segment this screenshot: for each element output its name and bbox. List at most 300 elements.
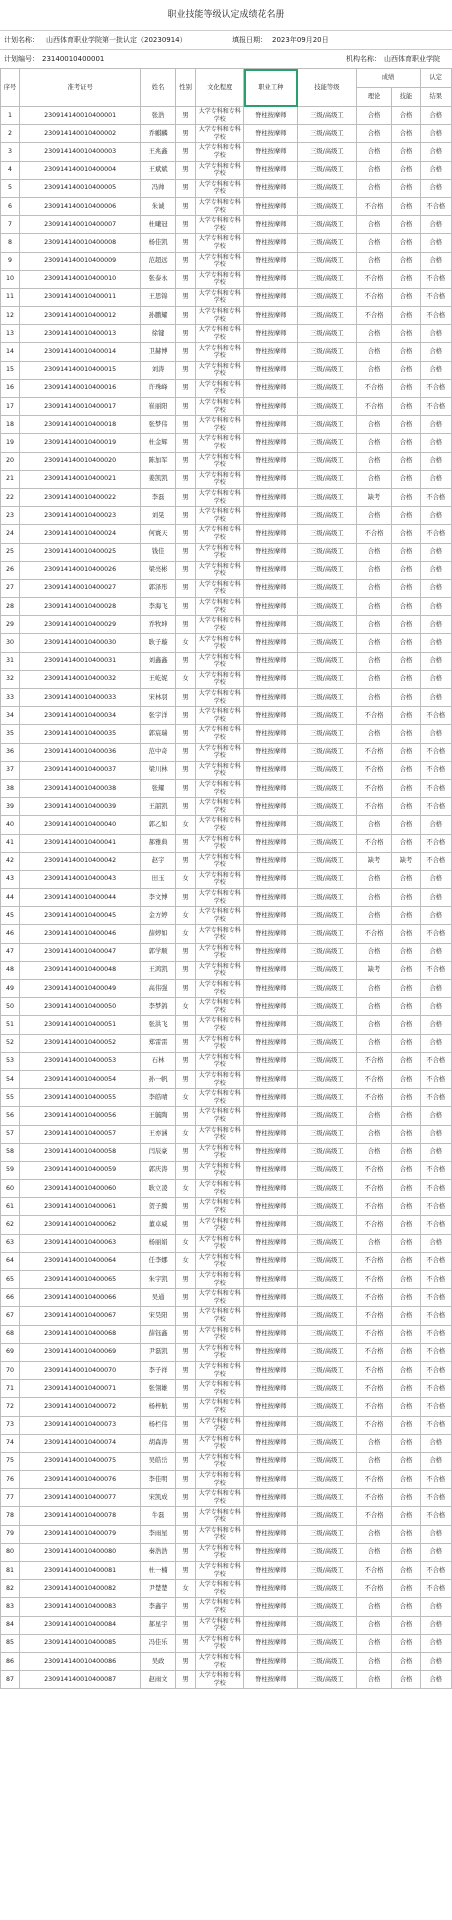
cell-seq: 34 [1,707,20,725]
cell-culture: 大学专科和专科学校 [196,1107,244,1125]
cell-culture: 大学专科和专科学校 [196,852,244,870]
table-row [1,1125,452,1143]
cell-job: 脊柱按摩师 [244,798,298,816]
cell-name: 钱佳 [141,543,176,561]
cell-gender: 男 [175,1634,195,1652]
cell-job: 脊柱按摩师 [244,998,298,1016]
cell-name: 范中奇 [141,743,176,761]
cell-theory: 不合格 [356,197,392,215]
cell-skill: 合格 [392,634,420,652]
cell-result: 不合格 [420,743,451,761]
cell-seq: 41 [1,834,20,852]
cell-job: 脊柱按摩师 [244,816,298,834]
cell-gender: 男 [175,197,195,215]
table-row [1,1634,452,1652]
cell-level: 三级/高级工 [298,1289,356,1307]
cell-skill: 合格 [392,1616,420,1634]
cell-skill: 合格 [392,125,420,143]
cell-result: 合格 [420,107,451,125]
cell-theory: 合格 [356,1652,392,1670]
cell-exam-no: 230914140010400068 [20,1325,141,1343]
cell-result: 不合格 [420,1416,451,1434]
cell-seq: 23 [1,507,20,525]
cell-result: 不合格 [420,961,451,979]
cell-skill: 合格 [392,161,420,179]
cell-theory: 合格 [356,1616,392,1634]
cell-gender: 男 [175,1161,195,1179]
cell-level: 三级/高级工 [298,798,356,816]
cell-culture: 大学专科和专科学校 [196,616,244,634]
cell-exam-no: 230914140010400048 [20,961,141,979]
cell-result: 合格 [420,634,451,652]
cell-gender: 男 [175,452,195,470]
cell-name: 孙鹏耀 [141,307,176,325]
cell-level: 三级/高级工 [298,1398,356,1416]
cell-job: 脊柱按摩师 [244,398,298,416]
cell-result: 不合格 [420,1307,451,1325]
cell-level: 三级/高级工 [298,434,356,452]
cell-gender: 男 [175,1616,195,1634]
cell-name: 尹磊凯 [141,1343,176,1361]
cell-result: 不合格 [420,1489,451,1507]
cell-theory: 缺考 [356,961,392,979]
cell-culture: 大学专科和专科学校 [196,1016,244,1034]
org-name: 山西体育职业学院 [384,55,440,63]
cell-theory: 合格 [356,1107,392,1125]
cell-culture: 大学专科和专科学校 [196,1525,244,1543]
cell-seq: 22 [1,488,20,506]
cell-seq: 5 [1,179,20,197]
cell-level: 三级/高级工 [298,1543,356,1561]
table-row [1,1361,452,1379]
cell-level: 三级/高级工 [298,507,356,525]
cell-culture: 大学专科和专科学校 [196,434,244,452]
cell-name: 李皓晴 [141,1089,176,1107]
cell-seq: 3 [1,143,20,161]
cell-level: 三级/高级工 [298,870,356,888]
cell-skill: 合格 [392,925,420,943]
cell-gender: 男 [175,107,195,125]
cell-culture: 大学专科和专科学校 [196,1652,244,1670]
cell-skill: 合格 [392,1198,420,1216]
cell-skill: 合格 [392,1398,420,1416]
cell-skill: 合格 [392,1507,420,1525]
cell-job: 脊柱按摩师 [244,670,298,688]
cell-theory: 合格 [356,252,392,270]
cell-exam-no: 230914140010400080 [20,1543,141,1561]
cell-gender: 男 [175,743,195,761]
cell-culture: 大学专科和专科学校 [196,634,244,652]
cell-gender: 男 [175,725,195,743]
cell-culture: 大学专科和专科学校 [196,416,244,434]
cell-skill: 合格 [392,652,420,670]
cell-seq: 27 [1,579,20,597]
cell-theory: 缺考 [356,488,392,506]
cell-seq: 80 [1,1543,20,1561]
cell-skill: 合格 [392,1416,420,1434]
cell-level: 三级/高级工 [298,1234,356,1252]
cell-name: 宋凯成 [141,1489,176,1507]
cell-seq: 21 [1,470,20,488]
cell-result: 合格 [420,252,451,270]
cell-skill: 合格 [392,980,420,998]
cell-exam-no: 230914140010400002 [20,125,141,143]
cell-job: 脊柱按摩师 [244,761,298,779]
cell-gender: 男 [175,252,195,270]
cell-theory: 合格 [356,325,392,343]
cell-theory: 不合格 [356,743,392,761]
cell-name: 杨栏伟 [141,1416,176,1434]
cell-job: 脊柱按摩师 [244,1562,298,1580]
cell-exam-no: 230914140010400086 [20,1652,141,1670]
cell-seq: 45 [1,907,20,925]
cell-name: 冯佳乐 [141,1634,176,1652]
cell-theory: 合格 [356,1016,392,1034]
cell-name: 郭乙如 [141,816,176,834]
cell-theory: 不合格 [356,379,392,397]
cell-result: 合格 [420,179,451,197]
cell-skill: 合格 [392,234,420,252]
cell-level: 三级/高级工 [298,634,356,652]
table-row [1,743,452,761]
cell-theory: 合格 [356,870,392,888]
cell-result: 不合格 [420,1089,451,1107]
cell-level: 三级/高级工 [298,379,356,397]
cell-skill: 合格 [392,1343,420,1361]
cell-exam-no: 230914140010400082 [20,1580,141,1598]
cell-job: 脊柱按摩师 [244,943,298,961]
table-row [1,961,452,979]
cell-level: 三级/高级工 [298,216,356,234]
cell-theory: 缺考 [356,852,392,870]
cell-name: 尹楚楚 [141,1580,176,1598]
cell-name: 张宇洋 [141,707,176,725]
cell-seq: 12 [1,307,20,325]
cell-result: 合格 [420,598,451,616]
cell-job: 脊柱按摩师 [244,1271,298,1289]
cell-job: 脊柱按摩师 [244,216,298,234]
cell-job: 脊柱按摩师 [244,1598,298,1616]
table-row [1,943,452,961]
cell-culture: 大学专科和专科学校 [196,743,244,761]
cell-culture: 大学专科和专科学校 [196,1361,244,1379]
cell-exam-no: 230914140010400066 [20,1289,141,1307]
cell-skill: 合格 [392,434,420,452]
cell-gender: 男 [175,325,195,343]
cell-seq: 76 [1,1471,20,1489]
cell-theory: 合格 [356,943,392,961]
cell-name: 秦浩浩 [141,1543,176,1561]
cell-exam-no: 230914140010400063 [20,1234,141,1252]
cell-name: 李子祥 [141,1361,176,1379]
cell-culture: 大学专科和专科学校 [196,488,244,506]
table-row [1,998,452,1016]
cell-skill: 合格 [392,889,420,907]
cell-seq: 58 [1,1143,20,1161]
cell-gender: 男 [175,1652,195,1670]
cell-result: 合格 [420,143,451,161]
cell-result: 不合格 [420,1562,451,1580]
cell-exam-no: 230914140010400075 [20,1452,141,1470]
cell-gender: 男 [175,1343,195,1361]
cell-seq: 59 [1,1161,20,1179]
cell-result: 不合格 [420,1052,451,1070]
cell-job: 脊柱按摩师 [244,1580,298,1598]
cell-level: 三级/高级工 [298,652,356,670]
cell-culture: 大学专科和专科学校 [196,1489,244,1507]
header-culture: 文化程度 [196,69,244,107]
cell-result: 不合格 [420,1507,451,1525]
cell-level: 三级/高级工 [298,889,356,907]
cell-result: 不合格 [420,270,451,288]
cell-culture: 大学专科和专科学校 [196,725,244,743]
cell-gender: 男 [175,1471,195,1489]
header-exam-no: 准考证号 [20,69,141,107]
cell-culture: 大学专科和专科学校 [196,870,244,888]
table-row [1,161,452,179]
cell-culture: 大学专科和专科学校 [196,361,244,379]
cell-seq: 86 [1,1652,20,1670]
cell-job: 脊柱按摩师 [244,652,298,670]
cell-name: 郭庆涛 [141,1161,176,1179]
cell-gender: 女 [175,634,195,652]
cell-theory: 不合格 [356,707,392,725]
cell-exam-no: 230914140010400067 [20,1307,141,1325]
cell-gender: 男 [175,761,195,779]
cell-gender: 男 [175,525,195,543]
cell-gender: 女 [175,816,195,834]
cell-level: 三级/高级工 [298,1070,356,1088]
cell-exam-no: 230914140010400022 [20,488,141,506]
plan-number-row [0,49,452,68]
cell-result: 合格 [420,870,451,888]
cell-job: 脊柱按摩师 [244,1325,298,1343]
cell-skill: 合格 [392,1325,420,1343]
cell-theory: 合格 [356,1452,392,1470]
cell-exam-no: 230914140010400053 [20,1052,141,1070]
table-row [1,507,452,525]
cell-skill: 合格 [392,470,420,488]
cell-skill: 合格 [392,761,420,779]
cell-gender: 男 [175,1198,195,1216]
cell-theory: 合格 [356,416,392,434]
table-row [1,725,452,743]
cell-level: 三级/高级工 [298,179,356,197]
cell-exam-no: 230914140010400024 [20,525,141,543]
cell-gender: 男 [175,1016,195,1034]
cell-result: 合格 [420,361,451,379]
table-row [1,470,452,488]
cell-seq: 83 [1,1598,20,1616]
cell-job: 脊柱按摩师 [244,689,298,707]
cell-level: 三级/高级工 [298,234,356,252]
cell-theory: 合格 [356,980,392,998]
table-row [1,579,452,597]
cell-culture: 大学专科和专科学校 [196,1452,244,1470]
cell-gender: 男 [175,398,195,416]
cell-result: 不合格 [420,1325,451,1343]
table-row [1,361,452,379]
cell-name: 薛钰鑫 [141,1325,176,1343]
cell-level: 三级/高级工 [298,525,356,543]
cell-level: 三级/高级工 [298,1562,356,1580]
cell-theory: 不合格 [356,307,392,325]
cell-result: 合格 [420,434,451,452]
cell-gender: 男 [175,1434,195,1452]
cell-seq: 1 [1,107,20,125]
cell-skill: 合格 [392,325,420,343]
cell-gender: 男 [175,1380,195,1398]
cell-level: 三级/高级工 [298,252,356,270]
cell-level: 三级/高级工 [298,343,356,361]
cell-level: 三级/高级工 [298,1652,356,1670]
cell-job: 脊柱按摩师 [244,1543,298,1561]
table-row [1,216,452,234]
cell-seq: 40 [1,816,20,834]
cell-job: 脊柱按摩师 [244,1198,298,1216]
cell-theory: 不合格 [356,1580,392,1598]
table-row [1,1307,452,1325]
cell-result: 合格 [420,943,451,961]
cell-job: 脊柱按摩师 [244,543,298,561]
cell-exam-no: 230914140010400009 [20,252,141,270]
cell-exam-no: 230914140010400017 [20,398,141,416]
table-row [1,1289,452,1307]
cell-level: 三级/高级工 [298,616,356,634]
cell-exam-no: 230914140010400038 [20,779,141,797]
cell-seq: 29 [1,616,20,634]
cell-name: 徐键 [141,325,176,343]
cell-seq: 10 [1,270,20,288]
cell-exam-no: 230914140010400076 [20,1471,141,1489]
cell-level: 三级/高级工 [298,1489,356,1507]
cell-level: 三级/高级工 [298,1052,356,1070]
header-job[interactable]: 职业工种 [244,69,298,107]
cell-theory: 合格 [356,343,392,361]
cell-result: 合格 [420,652,451,670]
cell-seq: 19 [1,434,20,452]
cell-job: 脊柱按摩师 [244,270,298,288]
cell-name: 杨佳凯 [141,234,176,252]
cell-name: 张浩 [141,107,176,125]
cell-culture: 大学专科和专科学校 [196,525,244,543]
cell-theory: 合格 [356,107,392,125]
cell-result: 合格 [420,1525,451,1543]
cell-name: 赵宇 [141,852,176,870]
cell-name: 郭学顺 [141,943,176,961]
cell-result: 合格 [420,1616,451,1634]
table-row [1,143,452,161]
cell-job: 脊柱按摩师 [244,234,298,252]
cell-gender: 男 [175,1598,195,1616]
cell-exam-no: 230914140010400008 [20,234,141,252]
cell-level: 三级/高级工 [298,1434,356,1452]
cell-theory: 不合格 [356,1070,392,1088]
cell-result: 合格 [420,579,451,597]
cell-result: 合格 [420,907,451,925]
cell-gender: 男 [175,507,195,525]
cell-exam-no: 230914140010400007 [20,216,141,234]
cell-skill: 合格 [392,1489,420,1507]
cell-result: 合格 [420,1452,451,1470]
cell-level: 三级/高级工 [298,1180,356,1198]
cell-level: 三级/高级工 [298,361,356,379]
cell-seq: 13 [1,325,20,343]
cell-level: 三级/高级工 [298,834,356,852]
cell-exam-no: 230914140010400071 [20,1380,141,1398]
cell-exam-no: 230914140010400059 [20,1161,141,1179]
cell-name: 郭宸瑞 [141,725,176,743]
cell-theory: 不合格 [356,1562,392,1580]
cell-name: 薛婷如 [141,925,176,943]
cell-level: 三级/高级工 [298,1125,356,1143]
cell-level: 三级/高级工 [298,670,356,688]
cell-seq: 73 [1,1416,20,1434]
cell-seq: 50 [1,998,20,1016]
header-result: 结果 [420,88,451,107]
cell-seq: 71 [1,1380,20,1398]
cell-exam-no: 230914140010400056 [20,1107,141,1125]
cell-level: 三级/高级工 [298,689,356,707]
cell-name: 梁川林 [141,761,176,779]
cell-theory: 不合格 [356,1216,392,1234]
cell-job: 脊柱按摩师 [244,1070,298,1088]
cell-skill: 合格 [392,307,420,325]
fill-date: 2023年09月20日 [272,36,329,44]
cell-exam-no: 230914140010400043 [20,870,141,888]
cell-seq: 18 [1,416,20,434]
cell-culture: 大学专科和专科学校 [196,943,244,961]
cell-gender: 女 [175,1125,195,1143]
cell-job: 脊柱按摩师 [244,470,298,488]
cell-culture: 大学专科和专科学校 [196,1616,244,1634]
cell-exam-no: 230914140010400061 [20,1198,141,1216]
header-seq: 序号 [1,69,20,107]
cell-result: 合格 [420,616,451,634]
cell-job: 脊柱按摩师 [244,598,298,616]
cell-skill: 合格 [392,507,420,525]
cell-gender: 男 [175,1416,195,1434]
cell-seq: 16 [1,379,20,397]
cell-seq: 35 [1,725,20,743]
table-row [1,561,452,579]
cell-skill: 合格 [392,779,420,797]
cell-culture: 大学专科和专科学校 [196,1307,244,1325]
cell-theory: 合格 [356,598,392,616]
cell-gender: 女 [175,1234,195,1252]
cell-skill: 合格 [392,179,420,197]
cell-exam-no: 230914140010400062 [20,1216,141,1234]
cell-theory: 合格 [356,452,392,470]
cell-exam-no: 230914140010400085 [20,1634,141,1652]
cell-result: 合格 [420,561,451,579]
cell-skill: 合格 [392,870,420,888]
table-row [1,798,452,816]
cell-skill: 合格 [392,1598,420,1616]
cell-exam-no: 230914140010400052 [20,1034,141,1052]
cell-theory: 合格 [356,616,392,634]
cell-gender: 男 [175,1216,195,1234]
cell-theory: 合格 [356,234,392,252]
cell-theory: 不合格 [356,1271,392,1289]
cell-culture: 大学专科和专科学校 [196,980,244,998]
cell-exam-no: 230914140010400025 [20,543,141,561]
table-row [1,1070,452,1088]
cell-skill: 合格 [392,1361,420,1379]
cell-name: 杜一楠 [141,1562,176,1580]
cell-theory: 合格 [356,1143,392,1161]
cell-job: 脊柱按摩师 [244,1652,298,1670]
